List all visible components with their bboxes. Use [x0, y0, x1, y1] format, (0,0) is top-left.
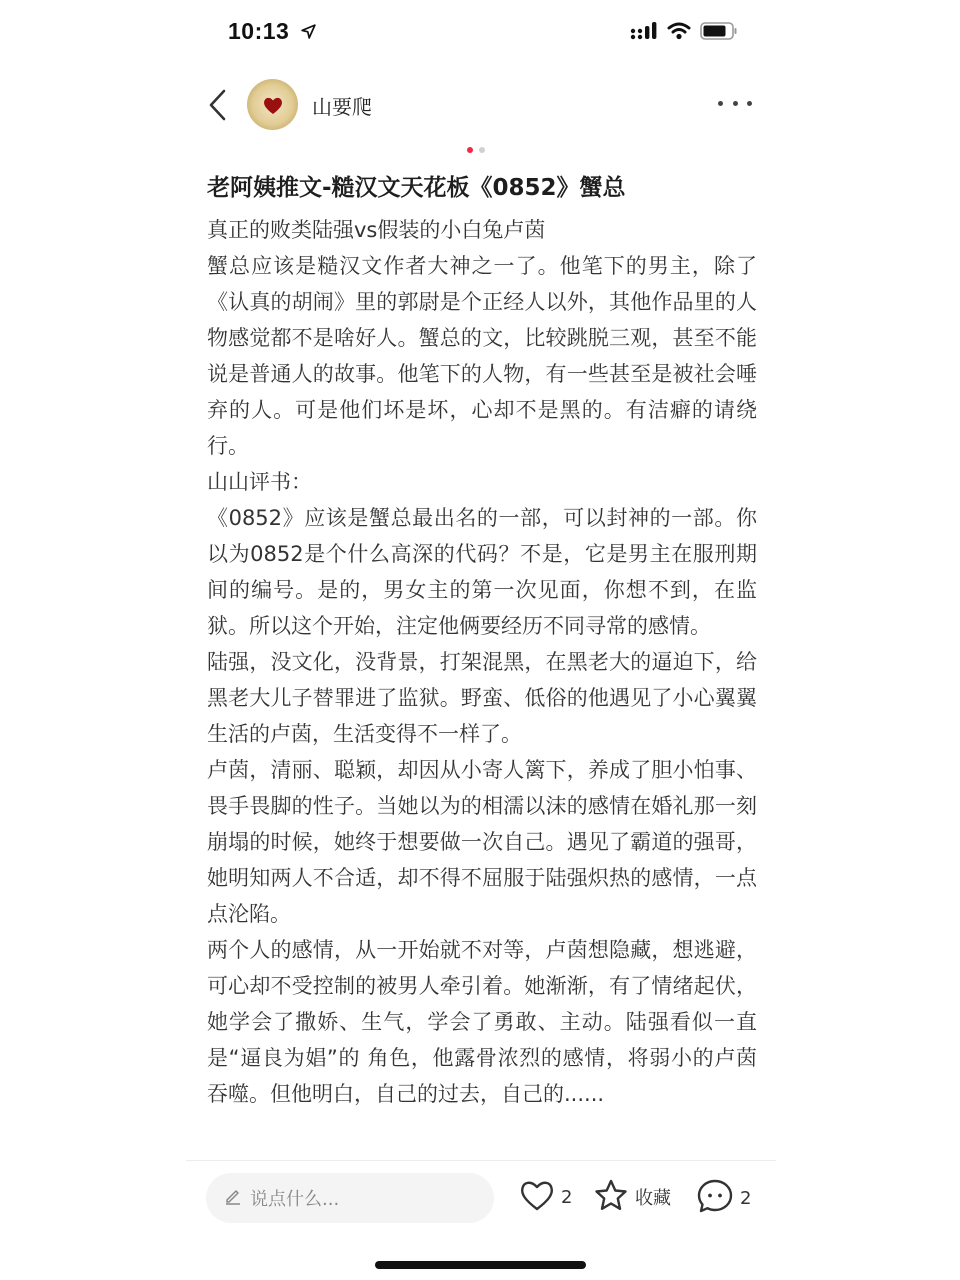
favorite-label: 收藏: [635, 1188, 671, 1209]
pager-dot[interactable]: [479, 147, 485, 153]
heart-outline-icon: [519, 1178, 555, 1216]
battery-icon: [700, 22, 738, 44]
post-paragraph: 卢茵，清丽、聪颖，却因从小寄人篱下，养成了胆小怕事、畏手畏脚的性子。当她以为的相濡以沫的感情在婚礼那一刻崩塌的时候，她终于想要做一次自己。遇见了霸道的强哥，她明知两人不合适，却不得不屈服于陆强炽热的感情，一点点沦陷。: [207, 758, 757, 926]
more-dot: [733, 101, 738, 106]
post-paragraph: 《0852》应该是蟹总最出名的一部，可以封神的一部。你以为0852是个什么高深的代码？不是，它是男主在服刑期间的编号。是的，男女主的第一次见面，你想不到，在监狱。所以这个开始，注定他俩要经历不同寻常的感情。: [207, 506, 757, 638]
pencil-icon: [224, 1187, 242, 1209]
post-paragraph: 蟹总应该是糙汉文作者大神之一了。他笔下的男主，除了《认真的胡闹》里的郭尉是个正经人以外，其他作品里的人物感觉都不是啥好人。蟹总的文，比较跳脱三观，甚至不能说是普通人的故事。他笔下的人物，有一些甚至是被社会唾弃的人。可是他们坏是坏，心却不是黑的。有洁癖的请绕行。: [207, 254, 757, 458]
favorite-button[interactable]: [593, 1178, 671, 1216]
cellular-signal-icon: [630, 22, 658, 44]
pager-dot-active[interactable]: [467, 147, 473, 153]
status-bar: [0, 0, 960, 66]
home-indicator[interactable]: [375, 1261, 586, 1269]
post-paragraph: 真正的败类陆强vs假装的小白兔卢茵: [207, 218, 546, 242]
comment-placeholder: 说点什么...: [250, 1189, 340, 1210]
post-paragraph: 两个人的感情，从一开始就不对等，卢茵想隐藏，想逃避，可心却不受控制的被男人牵引着。她渐渐，有了情绪起伏，她学会了撒娇、生气，学会了勇敢、主动。陆强看似一直是“逼良为娼”的 角色，他露骨浓烈的感情，将弱小的卢茵吞噬。但他明白，自己的过去，自己的......: [207, 938, 757, 1106]
chevron-left-icon: [206, 88, 230, 122]
more-dot: [747, 101, 752, 106]
comment-input[interactable]: [206, 1173, 494, 1223]
post-title: 老阿姨推文-糙汉文天花板《0852》蟹总: [207, 175, 626, 201]
chat-bubble-icon: [696, 1178, 734, 1218]
more-dot: [718, 101, 723, 106]
image-pager-dots: [467, 147, 485, 153]
wifi-icon: [667, 22, 691, 44]
post-paragraph: 陆强，没文化，没背景，打架混黑，在黑老大的逼迫下，给黑老大儿子替罪进了监狱。野蛮、低俗的他遇见了小心翼翼生活的卢茵，生活变得不一样了。: [207, 650, 757, 746]
bottom-divider: [186, 1160, 776, 1161]
like-button[interactable]: [519, 1178, 572, 1216]
post-content: [207, 168, 757, 1158]
status-time: [228, 18, 317, 46]
status-icons: [630, 22, 738, 44]
like-count: 2: [561, 1186, 573, 1208]
post-header: [0, 76, 960, 134]
status-time-text: 10:13: [228, 18, 290, 44]
location-arrow-icon: [300, 19, 317, 46]
back-button[interactable]: [206, 88, 230, 122]
post-body: [207, 212, 757, 1112]
heart-avatar-graphic: [263, 96, 283, 119]
avatar[interactable]: [247, 79, 298, 130]
more-options-button[interactable]: [718, 93, 752, 113]
post-paragraph: 山山评书：: [207, 470, 312, 494]
comment-count: 2: [740, 1187, 752, 1209]
star-outline-icon: [593, 1178, 629, 1216]
author-name[interactable]: 山要爬: [312, 95, 372, 119]
comment-button[interactable]: [696, 1178, 751, 1218]
